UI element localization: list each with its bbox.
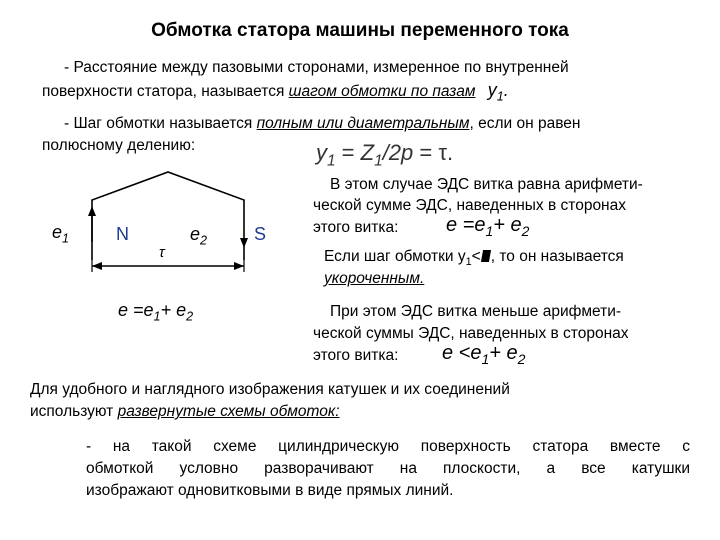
para3-line2: используют развернутые схемы обмоток: (30, 403, 340, 420)
para2-line1-pre: - Шаг обмотки называется (64, 115, 257, 132)
label-e1: $e_1$ (52, 222, 70, 246)
para2-line2: полюсному делению: (42, 137, 196, 154)
rb1-equation: $e =e_1+ e_2$ (446, 214, 530, 239)
rb2-line1: Если шаг обмотки $y_1<$ , то он называется (324, 248, 624, 269)
rb1-line2: ческой сумме ЭДС, наведенных в сторонах (313, 197, 626, 214)
para1-line2 (42, 80, 509, 107)
term-full-pitch: полным или диаметральным (256, 115, 470, 132)
label-pole-s: S (254, 224, 267, 244)
rb1-line1: В этом случае ЭДС витка равна арифмети- (330, 176, 643, 193)
term-slot-pitch: шагом обмотки по пазам (288, 83, 476, 100)
label-pole-n: N (116, 224, 129, 244)
para4-line1: - на такой схеме цилиндрическую поверхность статора вместе с (86, 438, 690, 455)
label-e2: $e_2$ (190, 224, 208, 248)
page-title: Обмотка статора машины переменного тока (151, 20, 569, 41)
pitch-arrow-right (234, 262, 244, 270)
para4-line2: обмоткой условно разворачивают на плоскости, а все катушки (86, 460, 690, 477)
rb1-line3: этого витка: (313, 219, 399, 236)
rb3-line1: При этом ЭДС витка меньше арифмети- (330, 303, 622, 320)
coil-outline (92, 172, 244, 260)
e2-arrow-head (240, 238, 248, 248)
pitch-symbol: $y_1$. (487, 80, 509, 104)
rb3-equation: $e <e_1+ e_2$ (442, 342, 526, 367)
para2-line1-post: , если он равен (469, 115, 581, 132)
coil-diagram (40, 170, 310, 280)
pitch-formula: $y_1 = Z_1/2p = \tau$. (316, 140, 454, 170)
diagram-sum-equation: $e =e_1+ e_2$ (118, 300, 194, 324)
label-tau: τ (159, 244, 165, 261)
pitch-arrow-left (92, 262, 102, 270)
para2-line1 (64, 114, 580, 134)
para4-line3: изображают одновитковыми в виде прямых линий. (86, 482, 454, 499)
term-shortened: укороченным. (324, 270, 425, 287)
term-developed-schemes: развернутые схемы обмоток: (117, 403, 340, 420)
e1-arrow-head (88, 206, 96, 216)
para1-line2-text: поверхности статора, называется (42, 83, 289, 100)
para3-line1: Для удобного и наглядного изображения катушек и их соединений (30, 381, 510, 398)
rb3-line3: этого витка: (313, 347, 399, 364)
tau-symbol-icon (481, 250, 491, 262)
para1-line1: - Расстояние между пазовыми сторонами, измеренное по внутренней (64, 59, 569, 76)
rb3-line2: ческой суммы ЭДС, наведенных в сторонах (313, 325, 629, 342)
